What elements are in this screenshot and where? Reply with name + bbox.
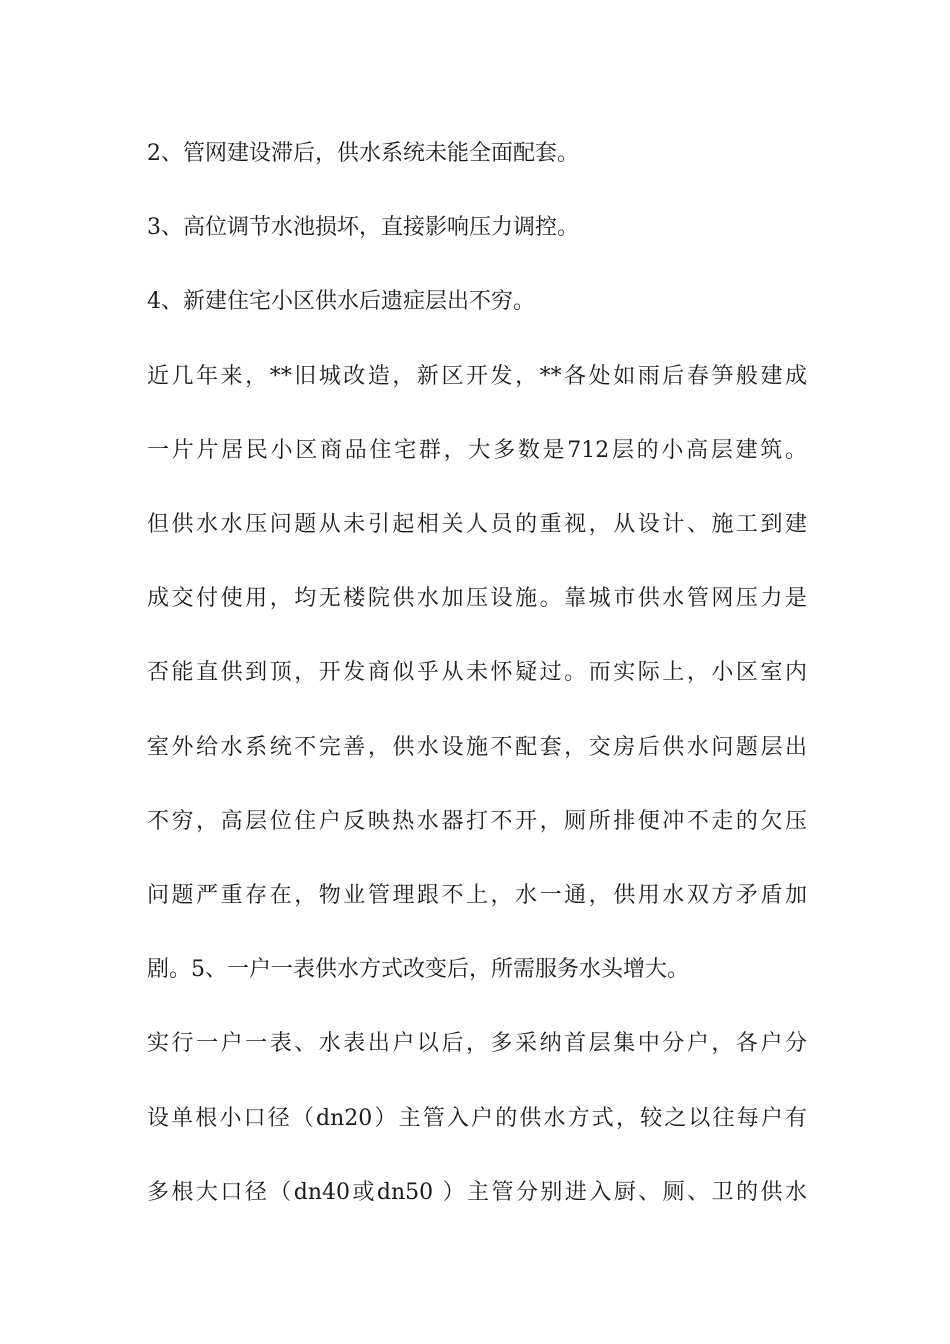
paragraph-line-8: 否能直供到顶，开发商似乎从未怀疑过。而实际上，小区室内 xyxy=(147,660,807,685)
paragraph-line-15: 多根大口径（dn40或dn50 ）主管分别进入厨、厕、卫的供水 xyxy=(147,1180,807,1205)
paragraph-line-9: 室外给水系统不完善，供水设施不配套，交房后供水问题层出 xyxy=(147,735,807,760)
paragraph-line-2: 3、高位调节水池损坏，直接影响压力调控。 xyxy=(147,215,579,240)
paragraph-line-1: 2、管网建设滞后，供水系统未能全面配套。 xyxy=(147,141,579,166)
paragraph-line-13: 实行一户一表、水表出户以后，多采纳首层集中分户，各户分 xyxy=(147,1031,807,1056)
paragraph-line-11: 问题严重存在，物业管理跟不上，水一通，供用水双方矛盾加 xyxy=(147,883,807,908)
paragraph-line-6: 但供水水压问题从未引起相关人员的重视，从设计、施工到建 xyxy=(147,512,807,537)
paragraph-line-5: 一片片居民小区商品住宅群，大多数是712层的小高层建筑。 xyxy=(147,438,807,463)
paragraph-line-12: 剧。5、一户一表供水方式改变后，所需服务水头增大。 xyxy=(147,957,689,982)
paragraph-line-4: 近几年来，**旧城改造，新区开发，**各处如雨后春笋般建成 xyxy=(147,364,807,389)
paragraph-line-7: 成交付使用，均无楼院供水加压设施。靠城市供水管网压力是 xyxy=(147,586,807,611)
paragraph-line-10: 不穷，高层位住户反映热水器打不开，厕所排便冲不走的欠压 xyxy=(147,809,807,834)
paragraph-line-3: 4、新建住宅小区供水后遗症层出不穷。 xyxy=(147,289,535,314)
paragraph-line-14: 设单根小口径（dn20）主管入户的供水方式，较之以往每户有 xyxy=(147,1106,807,1131)
